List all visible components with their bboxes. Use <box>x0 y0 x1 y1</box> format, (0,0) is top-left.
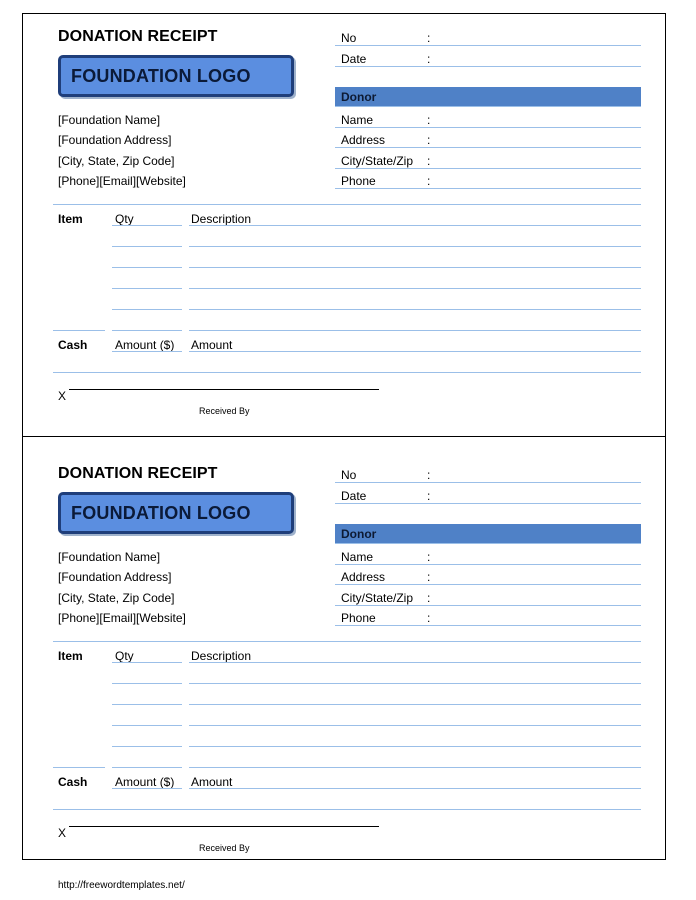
cash-label: Cash <box>58 338 88 352</box>
foundation-name: [Foundation Name] <box>58 113 161 127</box>
description-row-5[interactable] <box>189 309 641 310</box>
description-row-1[interactable] <box>189 225 641 226</box>
foundation-contact: [Phone][Email][Website] <box>58 611 186 625</box>
donor-header: Donor <box>341 527 377 541</box>
foundation-city: [City, State, Zip Code] <box>58 154 175 168</box>
donor-name-colon: : <box>427 113 431 127</box>
item-row-end[interactable] <box>53 767 105 768</box>
description-row-2[interactable] <box>189 246 641 247</box>
donor-name-field[interactable] <box>335 127 641 128</box>
donor-address-label: Address <box>341 570 386 584</box>
date-colon: : <box>427 489 431 503</box>
donor-address-colon: : <box>427 133 431 147</box>
qty-row-5[interactable] <box>112 309 182 310</box>
donor-phone-label: Phone <box>341 174 376 188</box>
date-field[interactable] <box>335 503 641 504</box>
qty-row-3[interactable] <box>112 267 182 268</box>
description-row-5[interactable] <box>189 746 641 747</box>
qty-row-2[interactable] <box>112 246 182 247</box>
logo-text: FOUNDATION LOGO <box>71 503 251 523</box>
date-colon: : <box>427 52 431 66</box>
description-row-3[interactable] <box>189 267 641 268</box>
qty-row-4[interactable] <box>112 725 182 726</box>
donor-phone-field[interactable] <box>335 625 641 626</box>
signature-line[interactable] <box>69 826 379 827</box>
donor-phone-field[interactable] <box>335 188 641 189</box>
donation-receipt-1 <box>22 13 666 437</box>
date-field[interactable] <box>335 66 641 67</box>
donor-name-label: Name <box>341 550 374 564</box>
foundation-contact: [Phone][Email][Website] <box>58 174 186 188</box>
donor-city-field[interactable] <box>335 168 641 169</box>
qty-row-1[interactable] <box>112 225 182 226</box>
amount-usd-field[interactable] <box>112 351 182 352</box>
qty-label: Qty <box>115 649 134 663</box>
amount-usd-field[interactable] <box>112 788 182 789</box>
amount-field[interactable] <box>189 351 641 352</box>
no-colon: : <box>427 468 431 482</box>
amount-field[interactable] <box>189 788 641 789</box>
foundation-address: [Foundation Address] <box>58 570 172 584</box>
received-by-label: Received By <box>199 843 250 853</box>
amount-label: Amount <box>191 338 233 352</box>
donor-header: Donor <box>341 90 377 104</box>
items-top-rule <box>53 204 641 205</box>
foundation-address: [Foundation Address] <box>58 133 172 147</box>
amount-usd-label: Amount ($) <box>115 338 175 352</box>
signature-x: X <box>58 389 67 403</box>
amount-label: Amount <box>191 775 233 789</box>
donor-address-field[interactable] <box>335 584 641 585</box>
receipt-title: DONATION RECEIPT <box>58 465 218 482</box>
description-label: Description <box>191 212 252 226</box>
item-row-end[interactable] <box>53 330 105 331</box>
no-colon: : <box>427 31 431 45</box>
receipt-title: DONATION RECEIPT <box>58 28 218 45</box>
foundation-logo <box>58 55 294 97</box>
description-row-4[interactable] <box>189 725 641 726</box>
donor-city-label: City/State/Zip <box>341 154 414 168</box>
qty-row-2[interactable] <box>112 683 182 684</box>
no-label: No <box>341 31 357 45</box>
donor-city-colon: : <box>427 591 431 605</box>
donation-receipt-2 <box>22 436 666 860</box>
foundation-logo <box>58 492 294 534</box>
foundation-city: [City, State, Zip Code] <box>58 591 175 605</box>
logo-text: FOUNDATION LOGO <box>71 66 251 86</box>
description-label: Description <box>191 649 252 663</box>
date-label: Date <box>341 489 367 503</box>
items-top-rule <box>53 641 641 642</box>
qty-row-1[interactable] <box>112 662 182 663</box>
donor-address-field[interactable] <box>335 147 641 148</box>
no-label: No <box>341 468 357 482</box>
signature-line[interactable] <box>69 389 379 390</box>
qty-row-5[interactable] <box>112 746 182 747</box>
footer-url[interactable]: http://freewordtemplates.net/ <box>58 880 185 891</box>
description-row-6[interactable] <box>189 330 641 331</box>
qty-label: Qty <box>115 212 134 226</box>
qty-row-6[interactable] <box>112 330 182 331</box>
foundation-name: [Foundation Name] <box>58 550 161 564</box>
donor-phone-colon: : <box>427 611 431 625</box>
donor-name-field[interactable] <box>335 564 641 565</box>
donor-name-colon: : <box>427 550 431 564</box>
description-row-3[interactable] <box>189 704 641 705</box>
signature-x: X <box>58 826 67 840</box>
qty-row-4[interactable] <box>112 288 182 289</box>
date-label: Date <box>341 52 367 66</box>
item-label: Item <box>58 649 83 663</box>
cash-bottom-rule <box>53 372 641 373</box>
description-row-4[interactable] <box>189 288 641 289</box>
description-row-1[interactable] <box>189 662 641 663</box>
cash-bottom-rule <box>53 809 641 810</box>
description-row-6[interactable] <box>189 767 641 768</box>
cash-label: Cash <box>58 775 88 789</box>
item-label: Item <box>58 212 83 226</box>
qty-row-3[interactable] <box>112 704 182 705</box>
qty-row-6[interactable] <box>112 767 182 768</box>
donor-phone-label: Phone <box>341 611 376 625</box>
donor-address-colon: : <box>427 570 431 584</box>
donor-city-colon: : <box>427 154 431 168</box>
description-row-2[interactable] <box>189 683 641 684</box>
received-by-label: Received By <box>199 406 250 416</box>
donor-city-field[interactable] <box>335 605 641 606</box>
donor-city-label: City/State/Zip <box>341 591 414 605</box>
donor-address-label: Address <box>341 133 386 147</box>
donor-name-label: Name <box>341 113 374 127</box>
donor-header-bar <box>335 87 641 107</box>
no-field[interactable] <box>335 482 641 483</box>
donor-phone-colon: : <box>427 174 431 188</box>
amount-usd-label: Amount ($) <box>115 775 175 789</box>
no-field[interactable] <box>335 45 641 46</box>
donor-header-bar <box>335 524 641 544</box>
